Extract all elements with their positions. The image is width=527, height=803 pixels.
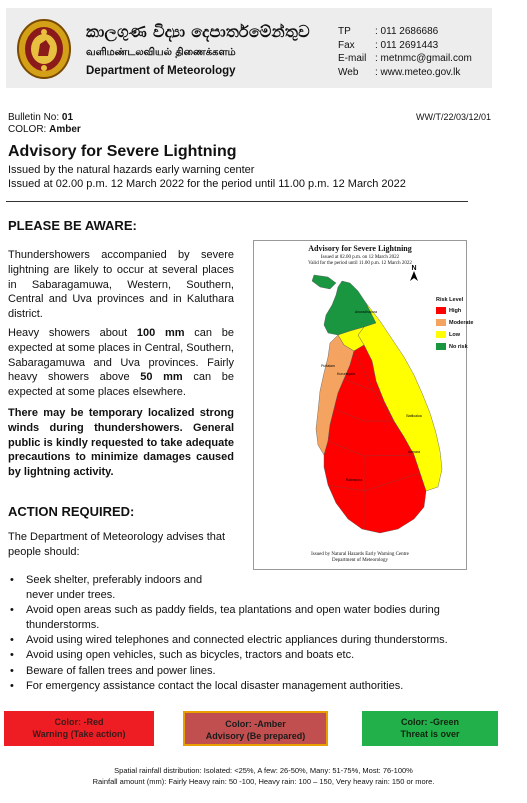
color-key-amber (183, 711, 328, 746)
legend-label: Low (449, 331, 460, 338)
action-heading: ACTION REQUIRED: (8, 504, 135, 519)
aware-paragraph-3: There may be temporary localized strong winds during thundershowers. General public is kindly requested to take adequate precautions to minimize damages caused by lightning activity. (8, 407, 234, 479)
footer-line: Rainfall amount (mm): Fairly Heavy rain: 50 -100, Heavy rain: 100 – 150, Very heavy rain: 150 or more. (92, 777, 435, 786)
emblem-icon (16, 18, 72, 80)
page-footer (0, 765, 527, 787)
region-no-risk (312, 275, 336, 289)
legend-item (436, 307, 473, 314)
bulletin-no-label: Bulletin No: (8, 112, 62, 123)
aware-paragraph-2 (8, 326, 234, 400)
list-item: • Seek shelter, preferably indoors and never under trees. (8, 573, 218, 603)
bulletin-color-value: Amber (49, 124, 81, 135)
list-item: • For emergency assistance contact the local disaster management authorities. (8, 679, 478, 694)
legend-swatch (436, 331, 446, 338)
footer-line: Spatial rainfall distribution: Isolated: <25%, A few: 26-50%, Many: 51-75%, Most: 76-100% (114, 766, 413, 775)
aware-paragraph-1: Thundershowers accompanied by severe lightning are likely to occur at several places in Sabaragamuwa, Western, Southern, Central and Uva provinces and in Kaluthara district. (8, 249, 234, 321)
color-key-desc: Advisory (Be prepared) (205, 731, 306, 741)
text-run-bold: 100 mm (136, 327, 185, 339)
legend-swatch (436, 343, 446, 350)
map-place-label: Puttalam (321, 364, 335, 368)
letterhead (6, 8, 492, 88)
map-place-label: Kurunegala (337, 372, 355, 376)
list-item: • Avoid open areas such as paddy fields, tea plantations and open water bodies during thunderstorms. (8, 603, 448, 633)
map-place-label: Anuradhapura (354, 310, 378, 314)
color-key-title: Color: -Green (400, 717, 459, 727)
bulletin-color-label: COLOR: (8, 124, 50, 135)
legend-label: Moderate (449, 319, 474, 326)
divider (6, 201, 468, 202)
list-item: • Avoid using open vehicles, such as bicycles, tractors and boats etc. (8, 648, 478, 663)
legend-item (436, 343, 473, 350)
color-key-title: Color: -Red (54, 717, 104, 727)
legend-label: No risk (449, 343, 468, 350)
contact-email[interactable]: : metnmc@gmail.com (375, 53, 472, 64)
text-run: can be expected at some places in Central, Southern, Sabaragamuwa and Uva provinces. Fairly heavy showers above (8, 327, 234, 384)
sri-lanka-map (254, 241, 468, 571)
north-label: N (411, 265, 417, 272)
legend-swatch (436, 307, 446, 314)
action-intro: The Department of Meteorology advises that people should: (8, 531, 226, 558)
org-name-sinhala: කාලගුණ විද්‍යා දෙපාර්තමේන්තුව (86, 22, 310, 41)
contact-web[interactable]: : www.meteo.gov.lk (375, 66, 461, 78)
bulletin-meta (8, 112, 81, 136)
text-run-bold: 50 mm (140, 371, 183, 384)
map-issued: Issued at 02.00 p.m. on 12 March 2022 (320, 255, 400, 260)
text-run: Heavy showers about (8, 327, 137, 339)
issued-info (8, 163, 406, 191)
color-key-desc: Threat is over (400, 729, 460, 739)
page-title: Advisory for Severe Lightning (8, 143, 237, 160)
color-key-desc: Warning (Take action) (32, 729, 126, 739)
legend-title: Risk Level (436, 297, 464, 303)
contact-key: Fax (338, 39, 355, 51)
map-title: Advisory for Severe Lightning (308, 244, 412, 253)
org-name-tamil: வளிமண்டலவியல் திணைக்களம் (86, 47, 236, 58)
legend-item (436, 319, 473, 326)
contact-key: TP (338, 26, 351, 37)
action-list (8, 573, 478, 694)
map-valid: Valid for the period until 11.00 p.m. 12 March 2022 (308, 261, 412, 266)
map-place-label: Batticaloa (406, 414, 422, 418)
org-name-english: Department of Meteorology (86, 65, 236, 77)
legend-swatch (436, 319, 446, 326)
contact-fax: : 011 2691443 (375, 39, 439, 51)
map-footer (254, 552, 466, 564)
map-place-label: Ampara (407, 450, 421, 454)
color-key-title: Color: -Amber (225, 719, 286, 729)
aware-heading: PLEASE BE AWARE: (8, 218, 137, 233)
bulletin-reference: WW/T/22/03/12/01 (415, 112, 491, 122)
risk-map (253, 240, 474, 570)
bulletin-no-value: 01 (61, 112, 74, 123)
legend-item (436, 331, 473, 338)
contact-key: Web (338, 66, 359, 78)
contact-phone: : 011 2686686 (375, 26, 439, 37)
color-key-green (362, 711, 498, 746)
list-item: • Beware of fallen trees and power lines. (8, 664, 478, 679)
issued-by: Issued by the natural hazards early warning center (8, 164, 255, 176)
issued-at: Issued at 02.00 p.m. 12 March 2022 for the period until 11.00 p.m. 12 March 2022 (8, 178, 406, 190)
map-footer-line: Department of Meteorology (331, 558, 389, 563)
legend-label: High (449, 307, 462, 314)
map-legend (436, 297, 473, 355)
map-footer-line: Issued by Natural Hazards Early Warning Centre (311, 552, 409, 557)
text-run: can be expected at some places elsewhere. (8, 371, 234, 399)
contact-key: E-mail (338, 53, 367, 64)
map-place-label: Ratnapura (345, 478, 363, 482)
color-key-red (4, 711, 154, 746)
list-item: • Avoid using wired telephones and connected electric appliances during thunderstorms. (8, 633, 478, 648)
contact-block (338, 25, 472, 79)
